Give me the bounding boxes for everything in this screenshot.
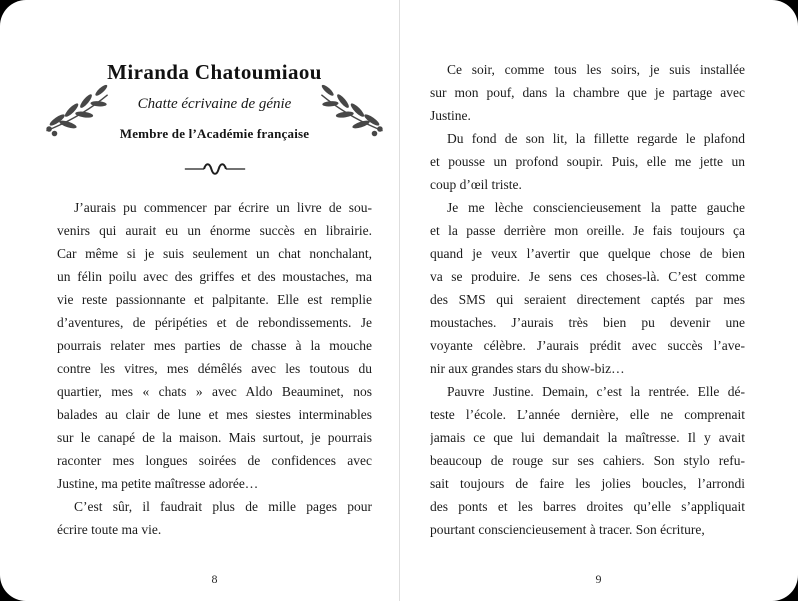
text-line: coup d’œil triste. [430,177,522,192]
text-line: un félin poilu avec des griffes et des moustaches, ma [57,269,372,285]
text-line: balades au clair de lune et mes siestes interminables [57,407,372,423]
text-line: pourrais relater mes parties de chasse à la mouche [57,338,372,354]
text-line: voyante célèbre. J’aurais prédit avec succès l’ave- [430,338,745,353]
text-line: Du fond de son lit, la fillette regarde le plafond [447,131,745,146]
text-line: va se produire. Je sens ces choses-là. C’est comme [430,269,745,284]
text-line: sur le canapé de la maison. Mais surtout, je pourrais [57,430,372,446]
olive-branch-left-icon [41,84,113,140]
text-line: pourtant consciencieusement à tracer. Son écriture, [430,522,705,537]
text-line: des SMS qui seraient directement captés par mes [430,292,745,307]
author-subtitle: Chatte écrivaine de génie [137,96,292,113]
text-line: quartier, mes « chats » avec Aldo Beauminet, nos [57,384,372,400]
right-page [399,0,798,601]
text-line: écrire toute ma vie. [57,522,162,538]
text-line: raconter mes longues soirées de confidences avec [57,453,372,469]
text-line: jamais ce que lui demandait la maîtresse. Il y avait [430,430,745,445]
text-line: sur mon pouf, dans la chambre que je partage avec [430,85,745,100]
text-line: venirs qui aurait eu un énorme succès en librairie. [57,223,372,239]
text-line: J’aurais pu commencer par écrire un livre de sou- [74,200,372,216]
squiggle-divider-icon [183,161,247,177]
text-line: C’est sûr, il faudrait plus de mille pages pour [74,499,372,515]
text-line: moustaches. J’aurais très bien pu devenir une [430,315,745,330]
text-line: Ce soir, comme tous les soirs, je suis installée [447,62,745,77]
text-line: beaucoup de rouge sur ses cahiers. Son stylo refu- [430,453,745,468]
text-line: teste l’école. L’année dernière, elle ne comprenait [430,407,745,422]
text-line: des ponts et les barres droites qu’elle s’appliquait [430,499,745,514]
page-number-left: 8 [211,572,218,586]
text-line: quand je veux l’avertir que quelque chose de bien [430,246,745,261]
text-line: contre les vitres, mes démêlés avec les toutous du [57,361,372,377]
olive-branch-right-icon [316,84,388,140]
chapter-header [57,60,372,142]
right-page-text [430,58,745,541]
text-line: et pousse un profond soupir. Puis, elle me jette un [430,154,745,169]
left-page-text [57,196,372,541]
text-line: Pauvre Justine. Demain, c’est la rentrée. Elle dé- [447,384,745,399]
author-title: Miranda Chatoumiaou [107,60,322,84]
text-line: Car même si je suis seulement un chat nonchalant, [57,246,372,262]
text-line: Je me lèche consciencieusement la patte gauche [447,200,745,215]
text-line: Justine, ma petite maîtresse adorée… [57,476,259,492]
text-line: nir aux grandes stars du show-biz… [430,361,625,376]
text-line: d’aventures, de péripéties et de rebondissements. Je [57,315,372,331]
page-number-right: 9 [595,572,602,586]
text-line: et la passe derrière mon oreille. Je fais toujours ça [430,223,745,238]
author-affiliation: Membre de l’Académie française [119,126,310,142]
text-line: vie reste passionnante et palpitante. Elle est remplie [57,292,372,308]
text-line: Justine. [430,108,471,123]
text-line: sait toujours de faire les jolies boucles, l’arrondi [430,476,745,491]
